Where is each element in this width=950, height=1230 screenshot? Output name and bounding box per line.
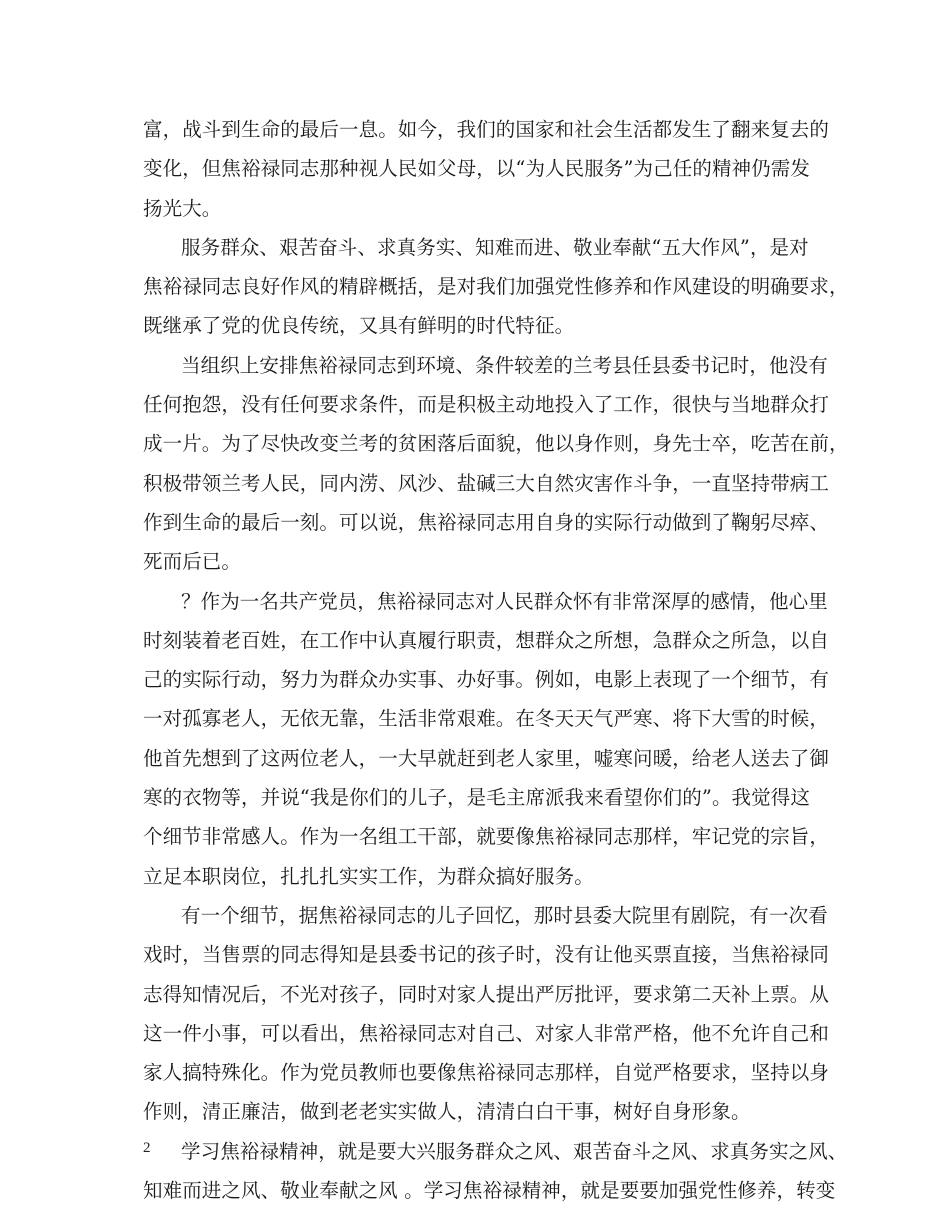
text-line: 寒的衣物等，并说“我是你们的儿子，是毛主席派我来看望你们的”。我觉得这 — [143, 786, 810, 810]
text-line: 一对孤寡老人，无依无靠，生活非常艰难。在冬天天气严寒、将下大雪的时候， — [143, 707, 830, 731]
text-line: 扬光大。 — [143, 196, 222, 220]
text-line: 这一件小事，可以看出，焦裕禄同志对自己、对家人非常严格，他不允许自己和 — [143, 1021, 830, 1045]
paragraph — [143, 228, 849, 346]
text-line: 学习焦裕禄精神，就是要大兴服务群众之风、艰苦奋斗之风、求真务实之风、 — [181, 1139, 848, 1163]
paragraph — [143, 110, 830, 228]
text-line: 任何抱怨，没有任何要求条件，而是积极主动地投入了工作，很快与当地群众打 — [143, 393, 830, 417]
text-line: 他首先想到了这两位老人，一大早就赶到老人家里，嘘寒问暖，给老人送去了御 — [143, 746, 830, 770]
text-line: 服务群众、艰苦奋斗、求真务实、知难而进、敬业奉献“五大作风”，是对 — [181, 235, 809, 259]
text-line: 积极带领兰考人民，同内涝、风沙、盐碱三大自然灾害作斗争，一直坚持带病工 — [143, 471, 830, 495]
text-line: 家人搞特殊化。作为党员教师也要像焦裕禄同志那样，自觉严格要求，坚持以身 — [143, 1061, 830, 1085]
paragraph — [143, 582, 830, 896]
text-line: 变化，但焦裕禄同志那种视人民如父母，以“为人民服务”为己任的精神仍需发 — [143, 157, 810, 181]
text-line: 既继承了党的优良传统，又具有鲜明的时代特征。 — [143, 314, 575, 338]
page-number: 2 — [143, 1140, 151, 1156]
text-line: 当组织上安排焦裕禄同志到环境、条件较差的兰考县任县委书记时，他没有 — [181, 353, 828, 377]
text-line: 时刻装着老百姓，在工作中认真履行职责，想群众之所想，急群众之所急，以自 — [143, 628, 830, 652]
text-line: 知难而进之风、敬业奉献之风 。学习焦裕禄精神，就是要要加强党性修养，转变 — [143, 1179, 836, 1203]
text-line: 戏时，当售票的同志得知是县委书记的孩子时，没有让他买票直接，当焦裕禄同 — [143, 943, 830, 967]
paragraph — [143, 346, 849, 582]
text-line: 己的实际行动，努力为群众办实事、办好事。例如，电影上表现了一个细节，有 — [143, 668, 830, 692]
text-line: 个细节非常感人。作为一名组工干部，就要像焦裕禄同志那样，牢记党的宗旨， — [143, 825, 830, 849]
text-line: 成一片。为了尽快改变兰考的贫困落后面貌，他以身作则，身先士卒，吃苦在前， — [143, 432, 849, 456]
text-line: 富，战斗到生命的最后一息。如今，我们的国家和社会生活都发生了翻来复去的 — [143, 118, 830, 141]
text-line: 焦裕禄同志良好作风的精辟概括，是对我们加强党性修养和作风建设的明确要求， — [143, 275, 849, 299]
document-body — [143, 110, 849, 1210]
text-line: 作则，清正廉洁，做到老老实实做人，清清白白干事，树好自身形象。 — [143, 1100, 751, 1124]
paragraph — [143, 1132, 848, 1211]
text-line: 死而后已。 — [143, 550, 242, 574]
paragraph — [143, 896, 830, 1132]
text-line: 有一个细节，据焦裕禄同志的儿子回忆，那时县委大院里有剧院，有一次看 — [181, 903, 828, 927]
text-line: 志得知情况后，不光对孩子，同时对家人提出严厉批评，要求第二天补上票。从 — [143, 982, 830, 1006]
text-line: ？作为一名共产党员，焦裕禄同志对人民群众怀有非常深厚的感情，他心里 — [181, 589, 828, 613]
text-line: 作到生命的最后一刻。可以说，焦裕禄同志用自身的实际行动做到了鞠躬尽瘁、 — [143, 510, 830, 534]
text-line: 立足本职岗位，扎扎扎实实工作，为群众搞好服务。 — [143, 864, 594, 888]
